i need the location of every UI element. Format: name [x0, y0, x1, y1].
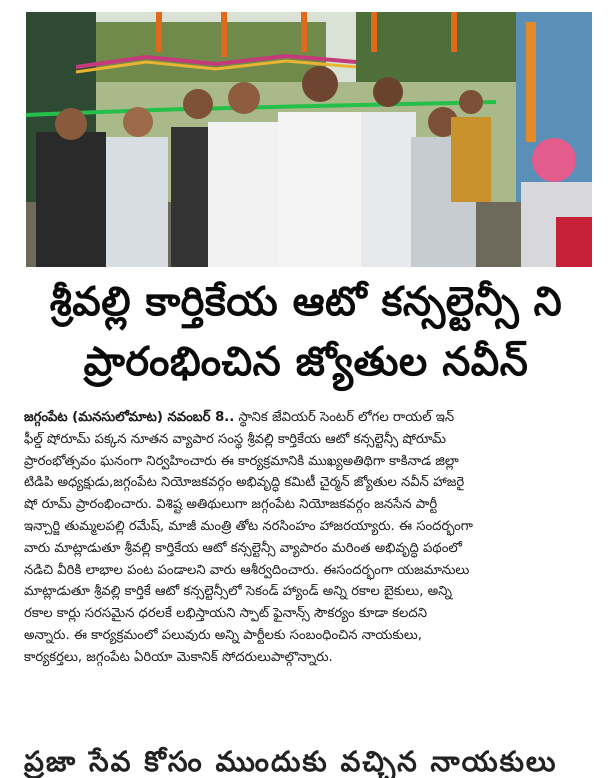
article-line: స్థానిక జేవియర్ సెంటర్ లోగల రాయల్ ఇన్ — [238, 410, 455, 425]
article-line: టిడిపి అధ్యక్షుడు,జగ్గంపేట నియోజకవర్గం అభివృద్ధి కమిటీ చైర్మన్ జ్యోతుల నవీన్ హాజరై — [24, 475, 465, 491]
article-line: నడిచి వీరికి లాభాల పంట పండాలని వారు ఆశీర్వదించారు. ఈసందర్భంగా యజమానులు — [24, 562, 470, 578]
ribbon-cutting-photo — [26, 12, 592, 267]
headline-line-1: శ్రీవల్లి కార్తికేయ ఆటో కన్సల్టెన్సీ ని — [49, 279, 563, 325]
article-line: ఇన్చార్జి తుమ్మలపల్లి రమేష్, మాజీ మంత్రి తోట నరసింహం హాజరయ్యారు. ఈ సందర్భంగా — [24, 518, 473, 534]
dateline: జగ్గంపేట (మనసులోమాట) నవంబర్ 8.. — [24, 410, 235, 425]
article-line: వారు మాట్లాడుతూ శ్రీవల్లి కార్తికేయ ఆటో కన్సల్టెన్సీ వ్యాపారం మరింత అభివృద్ధి పథంలో — [24, 540, 462, 556]
headline-line-2: ప్రారంభించిన జ్యోతుల నవీన్ — [83, 339, 529, 385]
article-first-line — [24, 407, 590, 429]
next-headline-cutoff — [24, 741, 590, 778]
article-line: ఫీల్డ్ షోరూమ్ పక్కన నూతన వ్యాపార సంస్థ శ్రీవల్లి కార్తికేయ ఆటో కన్సల్టెన్సీ షోరూమ్ — [24, 431, 447, 447]
article-line: అన్నారు. ఈ కార్యక్రమంలో పలువురు అన్ని పార్టీలకు సంబంధించిన నాయకులు, — [24, 627, 422, 643]
next-headline-text: ప్రజా సేవ కోసం ముందుకు వచ్చిన నాయకులు — [24, 745, 558, 778]
article-line: రకాల కార్లు సరసమైన ధరలకే లభిస్తాయని స్పాట్ ఫైనాన్స్ సౌకర్యం కూడా కలదని — [24, 606, 427, 622]
article-line: కార్యకర్తలు, జగ్గంపేట ఏరియా మెకానిక్ సోదరులుపాల్గొన్నారు. — [24, 649, 333, 665]
article-line: మాట్లాడుతూ శ్రీవల్లి కార్తికే ఆటో కన్సల్టెన్సీలో సెకండ్ హ్యాండ్ అన్ని రకాల బైకులు, అన్ని — [24, 584, 452, 600]
news-photo — [26, 12, 592, 267]
article-line: ప్రారంభోత్సవం ఘనంగా నిర్వహించారు ఈ కార్యక్రమానికి ముఖ్యఅతిథిగా కాకినాడ జిల్లా — [24, 453, 459, 469]
article-line: షో రూమ్ ప్రారంభించారు. విశిష్ట అతిథులుగా జగ్గంపేట నియోజకవర్గం జనసేన పార్టీ — [24, 497, 438, 513]
article-body — [24, 407, 590, 669]
